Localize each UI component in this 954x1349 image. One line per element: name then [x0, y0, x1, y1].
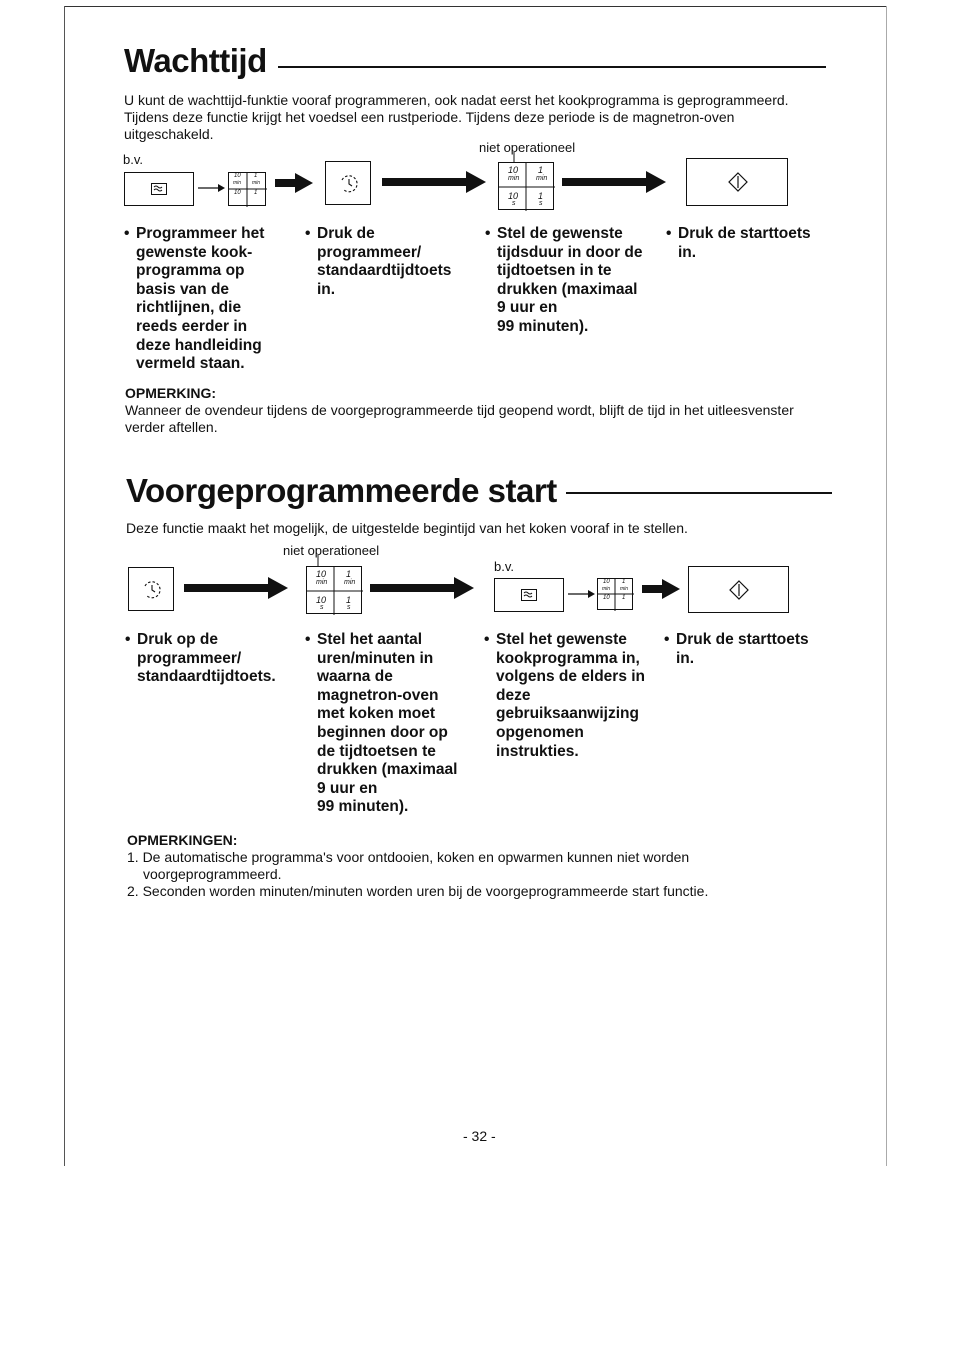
section1-intro-line: Tijdens deze functie krijgt het voedsel een rustperiode. Tijdens deze periode is de magnetron-oven [124, 109, 735, 125]
step-line: 99 minuten). [317, 798, 409, 816]
step-line: Stel het aantal [317, 631, 423, 648]
note-line: 1. De automatische programma's voor ontdooien, koken en opwarmen kunnen niet worden [127, 849, 690, 865]
key-1-min-unit: min [252, 180, 261, 186]
key-10-s-label: 10 [508, 191, 519, 201]
step-line: deze [496, 686, 531, 704]
step-line: 99 minuten). [497, 317, 589, 335]
step-line: tijdtoetsen in te [497, 262, 612, 280]
page-number: - 32 - [463, 1128, 496, 1144]
step-line: richtlijnen, die [136, 299, 242, 317]
step-line: met koken moet [317, 705, 436, 723]
step-line: in. [678, 243, 697, 261]
bullet: • [666, 225, 672, 242]
step-line: programmeer/ [317, 243, 422, 261]
section2-step-2 [305, 631, 458, 817]
step-line: drukken (maximaal [497, 280, 638, 298]
section2-notes [127, 849, 847, 900]
long-arrow-icon [370, 577, 480, 599]
section2-bv-label: b.v. [494, 559, 514, 574]
bullet: • [664, 631, 670, 648]
clock-icon [142, 580, 162, 600]
section1-note-title: OPMERKING: [125, 385, 216, 401]
step-line: standaardtijdtoets [317, 262, 452, 280]
section2-intro: Deze functie maakt het mogelijk, de uitgestelde begintijd van het koken vooraf in te stellen. [126, 520, 688, 536]
bullet: • [485, 225, 491, 242]
section1-not-operational-label: niet operationeel [479, 140, 576, 155]
not-operational-pointer [0, 0, 954, 600]
key-1-s-label: 1 [254, 190, 258, 196]
step-line: in. [676, 649, 695, 667]
key-10-min-label: 10 [508, 165, 519, 175]
bullet: • [305, 225, 311, 242]
step-line: Druk op de [137, 631, 218, 648]
key-10-min-unit: min [316, 579, 328, 586]
step-line: drukken (maximaal [317, 761, 458, 779]
step-line: volgens de elders in [496, 668, 646, 686]
key-1-min-unit: min [536, 175, 548, 182]
key-1-min-unit: min [344, 579, 356, 586]
step-line: vermeld staan. [136, 355, 245, 373]
long-arrow-icon [184, 577, 294, 599]
section2-step-4 [664, 631, 809, 668]
key-10-min-unit: min [508, 175, 520, 182]
step-line: waarna de [317, 668, 393, 686]
step-line: Druk de starttoets [678, 225, 811, 242]
step-line: 9 uur en [317, 779, 378, 797]
bullet: • [124, 225, 130, 242]
step-line: basis van de [136, 280, 230, 298]
note-line: Wanneer de ovendeur tijdens de voorgeprogrammeerde tijd geopend wordt, blijft de tijd in het uitleesvenster [125, 402, 794, 418]
key-1-s-unit: s [539, 200, 543, 207]
section2-notes-title: OPMERKINGEN: [127, 832, 238, 848]
step-line: Druk de starttoets [676, 631, 809, 648]
step-line: 9 uur en [497, 299, 558, 317]
key-1-min-label: 1 [622, 579, 626, 585]
section1-bv-label: b.v. [123, 152, 143, 167]
section2-step-3 [484, 631, 646, 761]
section1-intro-line: U kunt de wachttijd-funktie vooraf programmeren, ook nadat eerst het kookprogramma is geprogrammeerd. [124, 92, 789, 108]
key-1-s-label: 1 [346, 595, 352, 605]
section1-intro-line: uitgeschakeld. [124, 126, 214, 142]
key-1-s-label: 1 [538, 191, 544, 201]
key-10-s-unit: s [512, 200, 516, 207]
step-line: standaardtijdtoets. [137, 668, 276, 686]
step-line: tijdsduur in door de [497, 243, 643, 261]
step-line: programma op [136, 262, 245, 280]
cook-program-button[interactable] [494, 578, 564, 612]
step-line: Stel het gewenste [496, 631, 627, 648]
microwave-power-icon [521, 589, 537, 601]
step-line: reeds eerder in [136, 317, 248, 335]
key-10-s-label: 10 [603, 595, 610, 601]
time-keys-small[interactable] [597, 578, 633, 610]
note-line: verder aftellen. [125, 419, 218, 435]
key-10-min-label: 10 [316, 569, 327, 579]
section1-title: Wachttijd [124, 42, 267, 79]
key-1-min-label: 1 [346, 569, 352, 579]
time-keys[interactable] [306, 566, 362, 614]
key-10-s-label: 10 [234, 190, 241, 196]
program-preset-time-button[interactable] [128, 567, 174, 611]
key-10-s-label: 10 [316, 595, 327, 605]
step-line: Druk de [317, 225, 375, 242]
key-1-s-unit: s [347, 604, 351, 611]
step-line: in. [317, 280, 336, 298]
bullet: • [305, 631, 311, 648]
step-line: deze handleiding [136, 336, 262, 354]
step-line: Programmeer het [136, 225, 265, 242]
section2-not-operational-label: niet operationeel [283, 543, 380, 558]
key-1-min-label: 1 [254, 173, 258, 179]
step-line: uren/minuten in [317, 649, 434, 667]
start-button[interactable] [688, 566, 789, 613]
key-10-min-label: 10 [603, 579, 610, 585]
key-1-min-unit: min [620, 586, 629, 592]
step-line: beginnen door op [317, 723, 448, 741]
key-1-min-label: 1 [538, 165, 544, 175]
key-10-s-unit: s [320, 604, 324, 611]
section2-title: Voorgeprogrammeerde start [126, 472, 557, 509]
bullet: • [125, 631, 131, 648]
step-line: Stel de gewenste [497, 225, 623, 242]
step-line: gebruiksaanwijzing [496, 705, 639, 723]
section2-step-1 [125, 631, 276, 687]
key-10-min-unit: min [233, 180, 242, 186]
step-line: gewenste kook- [136, 243, 253, 261]
key-10-min-label: 10 [234, 173, 241, 179]
step-line: kookprogramma in, [496, 649, 640, 667]
step-line: opgenomen [496, 723, 584, 741]
step-line: instrukties. [496, 742, 579, 760]
key-10-min-unit: min [602, 586, 611, 592]
note-line: 2. Seconden worden minuten/minuten worden uren bij de voorgeprogrammeerde start functie. [127, 883, 709, 899]
step-line: de tijdtoetsen te [317, 742, 436, 760]
note-line: voorgeprogrammeerd. [143, 866, 282, 882]
step-line: programmeer/ [137, 649, 242, 667]
bullet: • [484, 631, 490, 648]
key-1-s-label: 1 [622, 595, 626, 601]
start-icon [729, 580, 749, 600]
step-line: magnetron-oven [317, 686, 439, 704]
small-arrow-icon [568, 589, 596, 599]
big-arrow-icon [642, 579, 682, 599]
